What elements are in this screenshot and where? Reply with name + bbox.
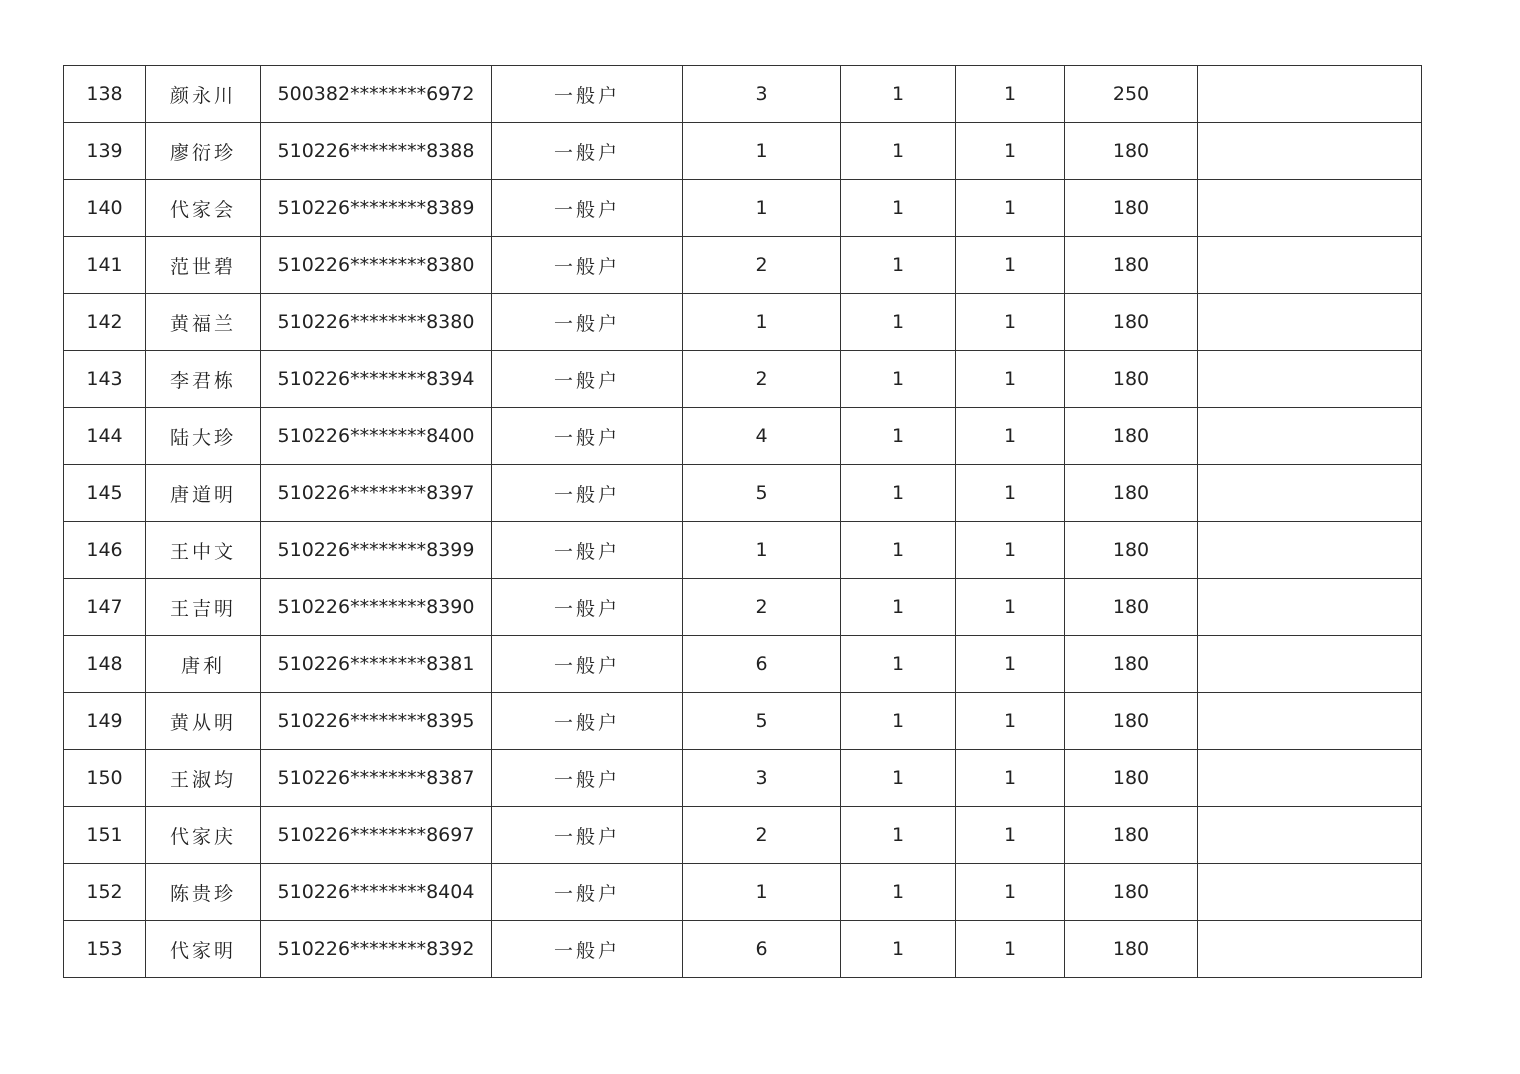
cell-remark — [1198, 579, 1422, 636]
cell-remark — [1198, 636, 1422, 693]
cell-index: 141 — [64, 237, 146, 294]
cell-col6: 1 — [841, 864, 956, 921]
cell-remark — [1198, 66, 1422, 123]
cell-col6: 1 — [841, 807, 956, 864]
cell-remark — [1198, 807, 1422, 864]
cell-remark — [1198, 522, 1422, 579]
cell-index: 150 — [64, 750, 146, 807]
cell-index: 152 — [64, 864, 146, 921]
cell-household-type: 一般户 — [492, 465, 683, 522]
cell-col6: 1 — [841, 750, 956, 807]
cell-household-type: 一般户 — [492, 66, 683, 123]
cell-id-number: 510226********8380 — [261, 294, 492, 351]
cell-persons: 5 — [683, 693, 841, 750]
cell-col7: 1 — [956, 351, 1065, 408]
cell-index: 139 — [64, 123, 146, 180]
cell-id-number: 510226********8400 — [261, 408, 492, 465]
cell-persons: 2 — [683, 237, 841, 294]
cell-amount: 180 — [1065, 351, 1198, 408]
cell-amount: 250 — [1065, 66, 1198, 123]
cell-amount: 180 — [1065, 921, 1198, 978]
cell-amount: 180 — [1065, 579, 1198, 636]
cell-remark — [1198, 237, 1422, 294]
cell-household-type: 一般户 — [492, 579, 683, 636]
cell-col6: 1 — [841, 180, 956, 237]
cell-amount: 180 — [1065, 750, 1198, 807]
cell-persons: 2 — [683, 807, 841, 864]
table-row — [64, 864, 1422, 921]
cell-amount: 180 — [1065, 864, 1198, 921]
cell-col7: 1 — [956, 180, 1065, 237]
table-row — [64, 237, 1422, 294]
cell-persons: 1 — [683, 180, 841, 237]
cell-persons: 6 — [683, 921, 841, 978]
cell-index: 146 — [64, 522, 146, 579]
cell-household-type: 一般户 — [492, 408, 683, 465]
cell-name: 陈贵珍 — [146, 864, 261, 921]
cell-col6: 1 — [841, 579, 956, 636]
cell-id-number: 510226********8697 — [261, 807, 492, 864]
table-row — [64, 750, 1422, 807]
cell-col6: 1 — [841, 408, 956, 465]
cell-persons: 1 — [683, 294, 841, 351]
cell-index: 151 — [64, 807, 146, 864]
cell-remark — [1198, 294, 1422, 351]
table-row — [64, 693, 1422, 750]
cell-amount: 180 — [1065, 807, 1198, 864]
cell-col6: 1 — [841, 465, 956, 522]
cell-col7: 1 — [956, 123, 1065, 180]
table-row — [64, 522, 1422, 579]
cell-persons: 2 — [683, 351, 841, 408]
household-register-table — [63, 65, 1422, 978]
table-row — [64, 807, 1422, 864]
cell-id-number: 510226********8399 — [261, 522, 492, 579]
table-row — [64, 465, 1422, 522]
cell-remark — [1198, 351, 1422, 408]
cell-col7: 1 — [956, 408, 1065, 465]
cell-amount: 180 — [1065, 294, 1198, 351]
cell-amount: 180 — [1065, 465, 1198, 522]
cell-name: 廖衍珍 — [146, 123, 261, 180]
cell-household-type: 一般户 — [492, 294, 683, 351]
cell-id-number: 510226********8388 — [261, 123, 492, 180]
cell-persons: 1 — [683, 123, 841, 180]
cell-id-number: 510226********8389 — [261, 180, 492, 237]
cell-index: 148 — [64, 636, 146, 693]
cell-col7: 1 — [956, 921, 1065, 978]
cell-name: 黄福兰 — [146, 294, 261, 351]
cell-remark — [1198, 921, 1422, 978]
cell-name: 唐利 — [146, 636, 261, 693]
cell-remark — [1198, 123, 1422, 180]
table-row — [64, 123, 1422, 180]
table-row — [64, 180, 1422, 237]
cell-persons: 2 — [683, 579, 841, 636]
table-row — [64, 351, 1422, 408]
table-row — [64, 408, 1422, 465]
cell-name: 唐道明 — [146, 465, 261, 522]
cell-household-type: 一般户 — [492, 807, 683, 864]
cell-household-type: 一般户 — [492, 864, 683, 921]
cell-col6: 1 — [841, 921, 956, 978]
cell-persons: 3 — [683, 66, 841, 123]
cell-id-number: 510226********8395 — [261, 693, 492, 750]
cell-id-number: 510226********8392 — [261, 921, 492, 978]
cell-name: 陆大珍 — [146, 408, 261, 465]
cell-amount: 180 — [1065, 522, 1198, 579]
cell-index: 140 — [64, 180, 146, 237]
cell-amount: 180 — [1065, 693, 1198, 750]
cell-household-type: 一般户 — [492, 351, 683, 408]
cell-name: 王淑均 — [146, 750, 261, 807]
cell-col7: 1 — [956, 579, 1065, 636]
cell-persons: 3 — [683, 750, 841, 807]
cell-index: 149 — [64, 693, 146, 750]
cell-id-number: 510226********8380 — [261, 237, 492, 294]
cell-persons: 1 — [683, 864, 841, 921]
cell-col7: 1 — [956, 294, 1065, 351]
cell-persons: 4 — [683, 408, 841, 465]
cell-amount: 180 — [1065, 408, 1198, 465]
cell-id-number: 500382********6972 — [261, 66, 492, 123]
cell-col7: 1 — [956, 693, 1065, 750]
cell-col6: 1 — [841, 351, 956, 408]
cell-col6: 1 — [841, 522, 956, 579]
cell-col7: 1 — [956, 750, 1065, 807]
cell-col6: 1 — [841, 693, 956, 750]
cell-name: 颜永川 — [146, 66, 261, 123]
table-body — [64, 66, 1422, 978]
cell-name: 李君栋 — [146, 351, 261, 408]
cell-remark — [1198, 180, 1422, 237]
table-row — [64, 294, 1422, 351]
cell-persons: 1 — [683, 522, 841, 579]
cell-amount: 180 — [1065, 237, 1198, 294]
cell-household-type: 一般户 — [492, 693, 683, 750]
cell-name: 王中文 — [146, 522, 261, 579]
cell-name: 范世碧 — [146, 237, 261, 294]
cell-remark — [1198, 693, 1422, 750]
cell-index: 147 — [64, 579, 146, 636]
cell-index: 153 — [64, 921, 146, 978]
cell-col7: 1 — [956, 864, 1065, 921]
cell-name: 王吉明 — [146, 579, 261, 636]
cell-household-type: 一般户 — [492, 921, 683, 978]
cell-col7: 1 — [956, 522, 1065, 579]
cell-index: 142 — [64, 294, 146, 351]
cell-amount: 180 — [1065, 180, 1198, 237]
cell-col6: 1 — [841, 66, 956, 123]
cell-household-type: 一般户 — [492, 750, 683, 807]
cell-col7: 1 — [956, 807, 1065, 864]
cell-remark — [1198, 864, 1422, 921]
cell-id-number: 510226********8394 — [261, 351, 492, 408]
cell-id-number: 510226********8397 — [261, 465, 492, 522]
table-row — [64, 636, 1422, 693]
cell-col6: 1 — [841, 237, 956, 294]
cell-index: 144 — [64, 408, 146, 465]
cell-household-type: 一般户 — [492, 522, 683, 579]
cell-name: 代家会 — [146, 180, 261, 237]
cell-amount: 180 — [1065, 636, 1198, 693]
cell-amount: 180 — [1065, 123, 1198, 180]
cell-col7: 1 — [956, 66, 1065, 123]
cell-col7: 1 — [956, 237, 1065, 294]
cell-col7: 1 — [956, 636, 1065, 693]
cell-index: 145 — [64, 465, 146, 522]
cell-name: 黄从明 — [146, 693, 261, 750]
cell-col7: 1 — [956, 465, 1065, 522]
cell-id-number: 510226********8381 — [261, 636, 492, 693]
cell-col6: 1 — [841, 123, 956, 180]
cell-remark — [1198, 465, 1422, 522]
cell-index: 138 — [64, 66, 146, 123]
cell-name: 代家明 — [146, 921, 261, 978]
cell-id-number: 510226********8404 — [261, 864, 492, 921]
cell-persons: 6 — [683, 636, 841, 693]
cell-household-type: 一般户 — [492, 123, 683, 180]
cell-remark — [1198, 750, 1422, 807]
cell-household-type: 一般户 — [492, 237, 683, 294]
cell-persons: 5 — [683, 465, 841, 522]
cell-remark — [1198, 408, 1422, 465]
table-row — [64, 66, 1422, 123]
cell-household-type: 一般户 — [492, 180, 683, 237]
cell-name: 代家庆 — [146, 807, 261, 864]
cell-id-number: 510226********8390 — [261, 579, 492, 636]
table-row — [64, 921, 1422, 978]
cell-index: 143 — [64, 351, 146, 408]
cell-id-number: 510226********8387 — [261, 750, 492, 807]
cell-col6: 1 — [841, 294, 956, 351]
cell-household-type: 一般户 — [492, 636, 683, 693]
table-row — [64, 579, 1422, 636]
cell-col6: 1 — [841, 636, 956, 693]
